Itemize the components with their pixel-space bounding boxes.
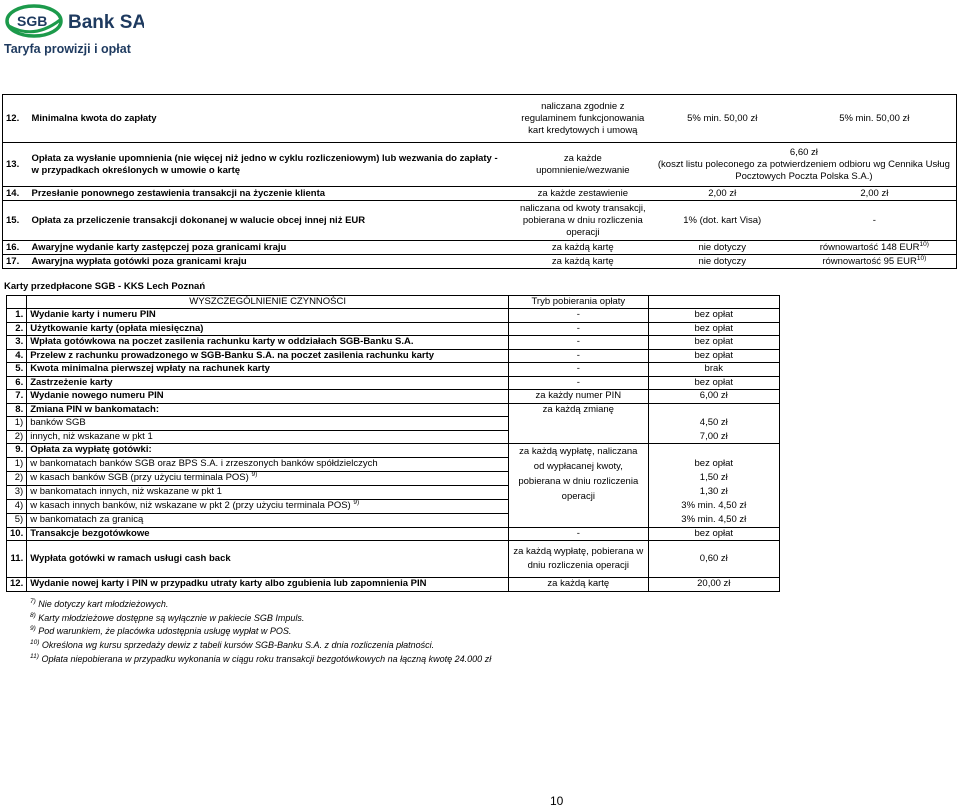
fee-value: 1,50 zł bbox=[648, 471, 779, 485]
row-number: 1. bbox=[7, 309, 27, 323]
sub-number: 1) bbox=[7, 417, 27, 431]
sub-description: w bankomatach banków SGB oraz BPS S.A. i zrzeszonych banków spółdzielczych bbox=[27, 457, 509, 471]
sgb-logo bbox=[4, 4, 144, 38]
brand-name: Bank SA bbox=[68, 12, 144, 33]
table-subrow bbox=[7, 417, 780, 431]
row-number: 2. bbox=[7, 322, 27, 336]
fee-value: równowartość 148 EUR bbox=[819, 241, 920, 253]
footnote bbox=[30, 612, 304, 624]
table-row bbox=[7, 336, 780, 350]
sub-description: w bankomatach za granicą bbox=[27, 513, 509, 527]
footnote-ref: 9) bbox=[251, 471, 258, 478]
page-number: 10 bbox=[550, 794, 564, 808]
fee-value: 20,00 zł bbox=[648, 578, 779, 592]
footnote bbox=[30, 598, 168, 610]
sub-number: 3) bbox=[7, 485, 27, 499]
row-description: Wydanie nowego numeru PIN bbox=[27, 390, 509, 404]
column-header-activity: WYSZCZEGÓLNIENIE CZYNNOŚCI bbox=[27, 296, 509, 309]
row-description: Przelew z rachunku prowadzonego w SGB-Banku S.A. na poczet zasilenia rachunku karty bbox=[27, 349, 509, 363]
footnote bbox=[30, 639, 434, 651]
sub-description: w bankomatach innych, niż wskazane w pkt 1 bbox=[27, 485, 509, 499]
fee-value: 1,30 zł bbox=[648, 485, 779, 499]
table-subrow bbox=[7, 485, 780, 499]
fee-value: bez opłat bbox=[648, 322, 779, 336]
row-number: 15. bbox=[3, 201, 29, 241]
row-number: 17. bbox=[3, 255, 29, 269]
basis-line: naliczana od kwoty transakcji, bbox=[519, 202, 646, 214]
mode-line: za każdą wypłatę, pobierana w bbox=[513, 546, 644, 557]
fee-mode: za każdą zmianę bbox=[509, 403, 649, 417]
table-row bbox=[7, 363, 780, 377]
row-description: Opłata za przeliczenie transakcji dokonanej w walucie obcej innej niż EUR bbox=[31, 214, 366, 226]
row-number: 11. bbox=[7, 541, 27, 578]
footnote-mark: 9) bbox=[30, 625, 36, 632]
row-number: 12. bbox=[3, 95, 29, 143]
table-row bbox=[7, 376, 780, 390]
table-row bbox=[3, 95, 957, 143]
footnote-mark: 10) bbox=[30, 639, 40, 646]
fee-value: 6,00 zł bbox=[648, 390, 779, 404]
page-subtitle: Taryfa prowizji i opłat bbox=[4, 42, 131, 56]
logo-text: SGB bbox=[17, 13, 48, 29]
fee-value: bez opłat bbox=[648, 457, 779, 471]
mode-line: za każdą wypłatę, naliczana bbox=[519, 446, 638, 457]
fee-mode: - bbox=[509, 363, 649, 377]
footnote-ref: 9) bbox=[353, 499, 360, 506]
fee-mode: - bbox=[509, 309, 649, 323]
row-description: Awaryjne wydanie karty zastępczej poza granicami kraju bbox=[31, 241, 287, 253]
sub-number: 5) bbox=[7, 513, 27, 527]
footnote-mark: 11) bbox=[30, 653, 39, 660]
row-description: Awaryjna wypłata gotówki poza granicami kraju bbox=[31, 255, 247, 267]
fee-note: Pocztowych Poczta Polska S.A.) bbox=[735, 170, 873, 182]
card-fees-table bbox=[2, 94, 957, 269]
sub-description: banków SGB bbox=[27, 417, 509, 431]
sub-number: 4) bbox=[7, 499, 27, 513]
footnote bbox=[30, 653, 491, 665]
row-description: Przesłanie ponownego zestawienia transakcji na życzenie klienta bbox=[31, 187, 326, 199]
fee-value: nie dotyczy bbox=[698, 241, 746, 253]
table-row bbox=[7, 578, 780, 592]
fee-value: 2,00 zł bbox=[708, 187, 737, 199]
row-number: 16. bbox=[3, 241, 29, 255]
fee-value: bez opłat bbox=[648, 336, 779, 350]
footnote-mark: 7) bbox=[30, 598, 36, 605]
fee-mode: - bbox=[509, 349, 649, 363]
footnote bbox=[30, 625, 291, 637]
table-subrow bbox=[7, 457, 780, 471]
row-description: Wypłata gotówki w ramach usługi cash back bbox=[27, 541, 509, 578]
table-row bbox=[7, 541, 780, 578]
row-number: 5. bbox=[7, 363, 27, 377]
basis-line: za każde bbox=[563, 152, 602, 164]
prepaid-fees-table bbox=[6, 295, 780, 592]
footnote-text: Pod warunkiem, że placówka udostępnia usługę wypłat w POS. bbox=[38, 626, 292, 636]
basis-text: za każdą kartę bbox=[551, 255, 614, 267]
footnote-text: Określona wg kursu sprzedaży dewiz z tabeli kursów SGB-Banku S.A. z dnia rozliczenia płatności. bbox=[41, 640, 435, 650]
fee-value: 7,00 zł bbox=[648, 430, 779, 444]
table-subrow bbox=[7, 499, 780, 513]
footnote-mark: 8) bbox=[30, 612, 36, 619]
table-row bbox=[7, 403, 780, 417]
table-subrow bbox=[7, 471, 780, 485]
fee-value: brak bbox=[648, 363, 779, 377]
sub-number: 1) bbox=[7, 457, 27, 471]
table-row bbox=[7, 309, 780, 323]
basis-line: kart kredytowych i umową bbox=[528, 124, 638, 136]
fee-mode: - bbox=[509, 336, 649, 350]
basis-line: naliczana zgodnie z bbox=[541, 100, 625, 112]
fee-value: 0,60 zł bbox=[648, 541, 779, 578]
fee-value: równowartość 95 EUR bbox=[822, 255, 917, 267]
row-description: Wydanie karty i numeru PIN bbox=[27, 309, 509, 323]
footnote-text: Nie dotyczy kart młodzieżowych. bbox=[38, 599, 169, 609]
fee-value: - bbox=[793, 201, 957, 241]
sgb-logo-graphic bbox=[4, 4, 144, 38]
row-number: 12. bbox=[7, 578, 27, 592]
table-row bbox=[3, 201, 957, 241]
row-number: 6. bbox=[7, 376, 27, 390]
footnote-text: Karty młodzieżowe dostępne są wyłącznie w pakiecie SGB Impuls. bbox=[38, 613, 305, 623]
row-description: Opłata za wypłatę gotówki: bbox=[27, 444, 509, 458]
row-number: 9. bbox=[7, 444, 27, 458]
fee-mode: - bbox=[509, 376, 649, 390]
table-row bbox=[7, 527, 780, 541]
mode-line: pobierana w dniu rozliczenia bbox=[518, 476, 639, 487]
row-description: Kwota minimalna pierwszej wpłaty na rachunek karty bbox=[27, 363, 509, 377]
row-description: Wydanie nowej karty i PIN w przypadku utraty karty albo zgubienia lub zapomnienia PIN bbox=[27, 578, 509, 592]
row-description: Transakcje bezgotówkowe bbox=[27, 527, 509, 541]
basis-text: za każde zestawienie bbox=[537, 187, 628, 199]
desc-line: Opłata za wysłanie upomnienia (nie więcej niż jedno w cyklu rozliczeniowym) lub wezwania do zapłaty - bbox=[31, 152, 498, 164]
sub-description: innych, niż wskazane w pkt 1 bbox=[27, 430, 509, 444]
sub-number: 2) bbox=[7, 430, 27, 444]
column-header-mode: Tryb pobierania opłaty bbox=[509, 296, 649, 309]
fee-mode: za każdą kartę bbox=[509, 578, 649, 592]
fee-value: 5% min. 50,00 zł bbox=[793, 95, 957, 143]
table-row bbox=[7, 390, 780, 404]
fee-value: 1% (dot. kart Visa) bbox=[683, 214, 762, 226]
desc-line: w przypadkach określonych w umowie o kartę bbox=[31, 164, 241, 176]
row-description: Wpłata gotówkowa na poczet zasilenia rachunku karty w oddziałach SGB-Banku S.A. bbox=[27, 336, 509, 350]
sub-description: w kasach banków SGB (przy użyciu terminala POS) bbox=[30, 472, 249, 483]
fee-mode: za każdy numer PIN bbox=[509, 390, 649, 404]
row-number: 3. bbox=[7, 336, 27, 350]
fee-note: (koszt listu poleconego za potwierdzeniem odbioru wg Cennika Usług bbox=[657, 158, 950, 170]
row-number: 14. bbox=[3, 187, 29, 201]
fee-value: bez opłat bbox=[648, 309, 779, 323]
table-row bbox=[3, 255, 957, 269]
fee-mode: - bbox=[509, 322, 649, 336]
fee-value: bez opłat bbox=[648, 376, 779, 390]
row-number: 13. bbox=[3, 143, 29, 187]
fee-value: nie dotyczy bbox=[698, 255, 746, 267]
row-number: 4. bbox=[7, 349, 27, 363]
basis-line: regulaminem funkcjonowania bbox=[521, 112, 645, 124]
row-number: 10. bbox=[7, 527, 27, 541]
footnote-ref: 10) bbox=[919, 240, 929, 248]
row-description: Zmiana PIN w bankomatach: bbox=[27, 403, 509, 417]
fee-value: 6,60 zł bbox=[789, 146, 818, 158]
footnote-ref: 10) bbox=[916, 254, 927, 262]
table-row bbox=[3, 187, 957, 201]
row-description: Użytkowanie karty (opłata miesięczna) bbox=[27, 322, 509, 336]
basis-line: operacji bbox=[566, 226, 600, 238]
sub-number: 2) bbox=[7, 471, 27, 485]
section-title: Karty przedpłacone SGB - KKS Lech Poznań bbox=[4, 281, 206, 292]
fee-value: bez opłat bbox=[648, 527, 779, 541]
footnote-text: Opłata niepobierana w przypadku wykonania w ciągu roku transakcji bezgotówkowych na łączną kwotę 24.000 zł bbox=[41, 654, 492, 664]
mode-line: dniu rozliczenia operacji bbox=[527, 560, 629, 571]
table-header-row bbox=[7, 296, 780, 309]
table-row bbox=[7, 322, 780, 336]
fee-value: 2,00 zł bbox=[793, 187, 957, 201]
fee-value: 3% min. 4,50 zł bbox=[648, 499, 779, 513]
row-number: 8. bbox=[7, 403, 27, 417]
fee-value: 5% min. 50,00 zł bbox=[687, 112, 758, 124]
fee-value: 4,50 zł bbox=[648, 417, 779, 431]
basis-text: za każdą kartę bbox=[551, 241, 614, 253]
mode-line: operacji bbox=[561, 491, 595, 502]
row-description: Minimalna kwota do zapłaty bbox=[31, 112, 157, 124]
basis-line: pobierana w dniu rozliczenia bbox=[522, 214, 643, 226]
table-subrow bbox=[7, 513, 780, 527]
basis-line: upomnienie/wezwanie bbox=[536, 164, 630, 176]
fee-value: 3% min. 4,50 zł bbox=[648, 513, 779, 527]
row-description: Zastrzeżenie karty bbox=[27, 376, 509, 390]
sub-description: w kasach innych banków, niż wskazane w pkt 2 (przy użyciu terminala POS) bbox=[30, 500, 351, 511]
fee-mode: - bbox=[509, 527, 649, 541]
row-number: 7. bbox=[7, 390, 27, 404]
table-subrow bbox=[7, 430, 780, 444]
table-row bbox=[7, 349, 780, 363]
table-row bbox=[3, 241, 957, 255]
table-row bbox=[7, 444, 780, 458]
mode-line: od wypłacanej kwoty, bbox=[533, 461, 623, 472]
fee-value: bez opłat bbox=[648, 349, 779, 363]
table-row bbox=[3, 143, 957, 187]
